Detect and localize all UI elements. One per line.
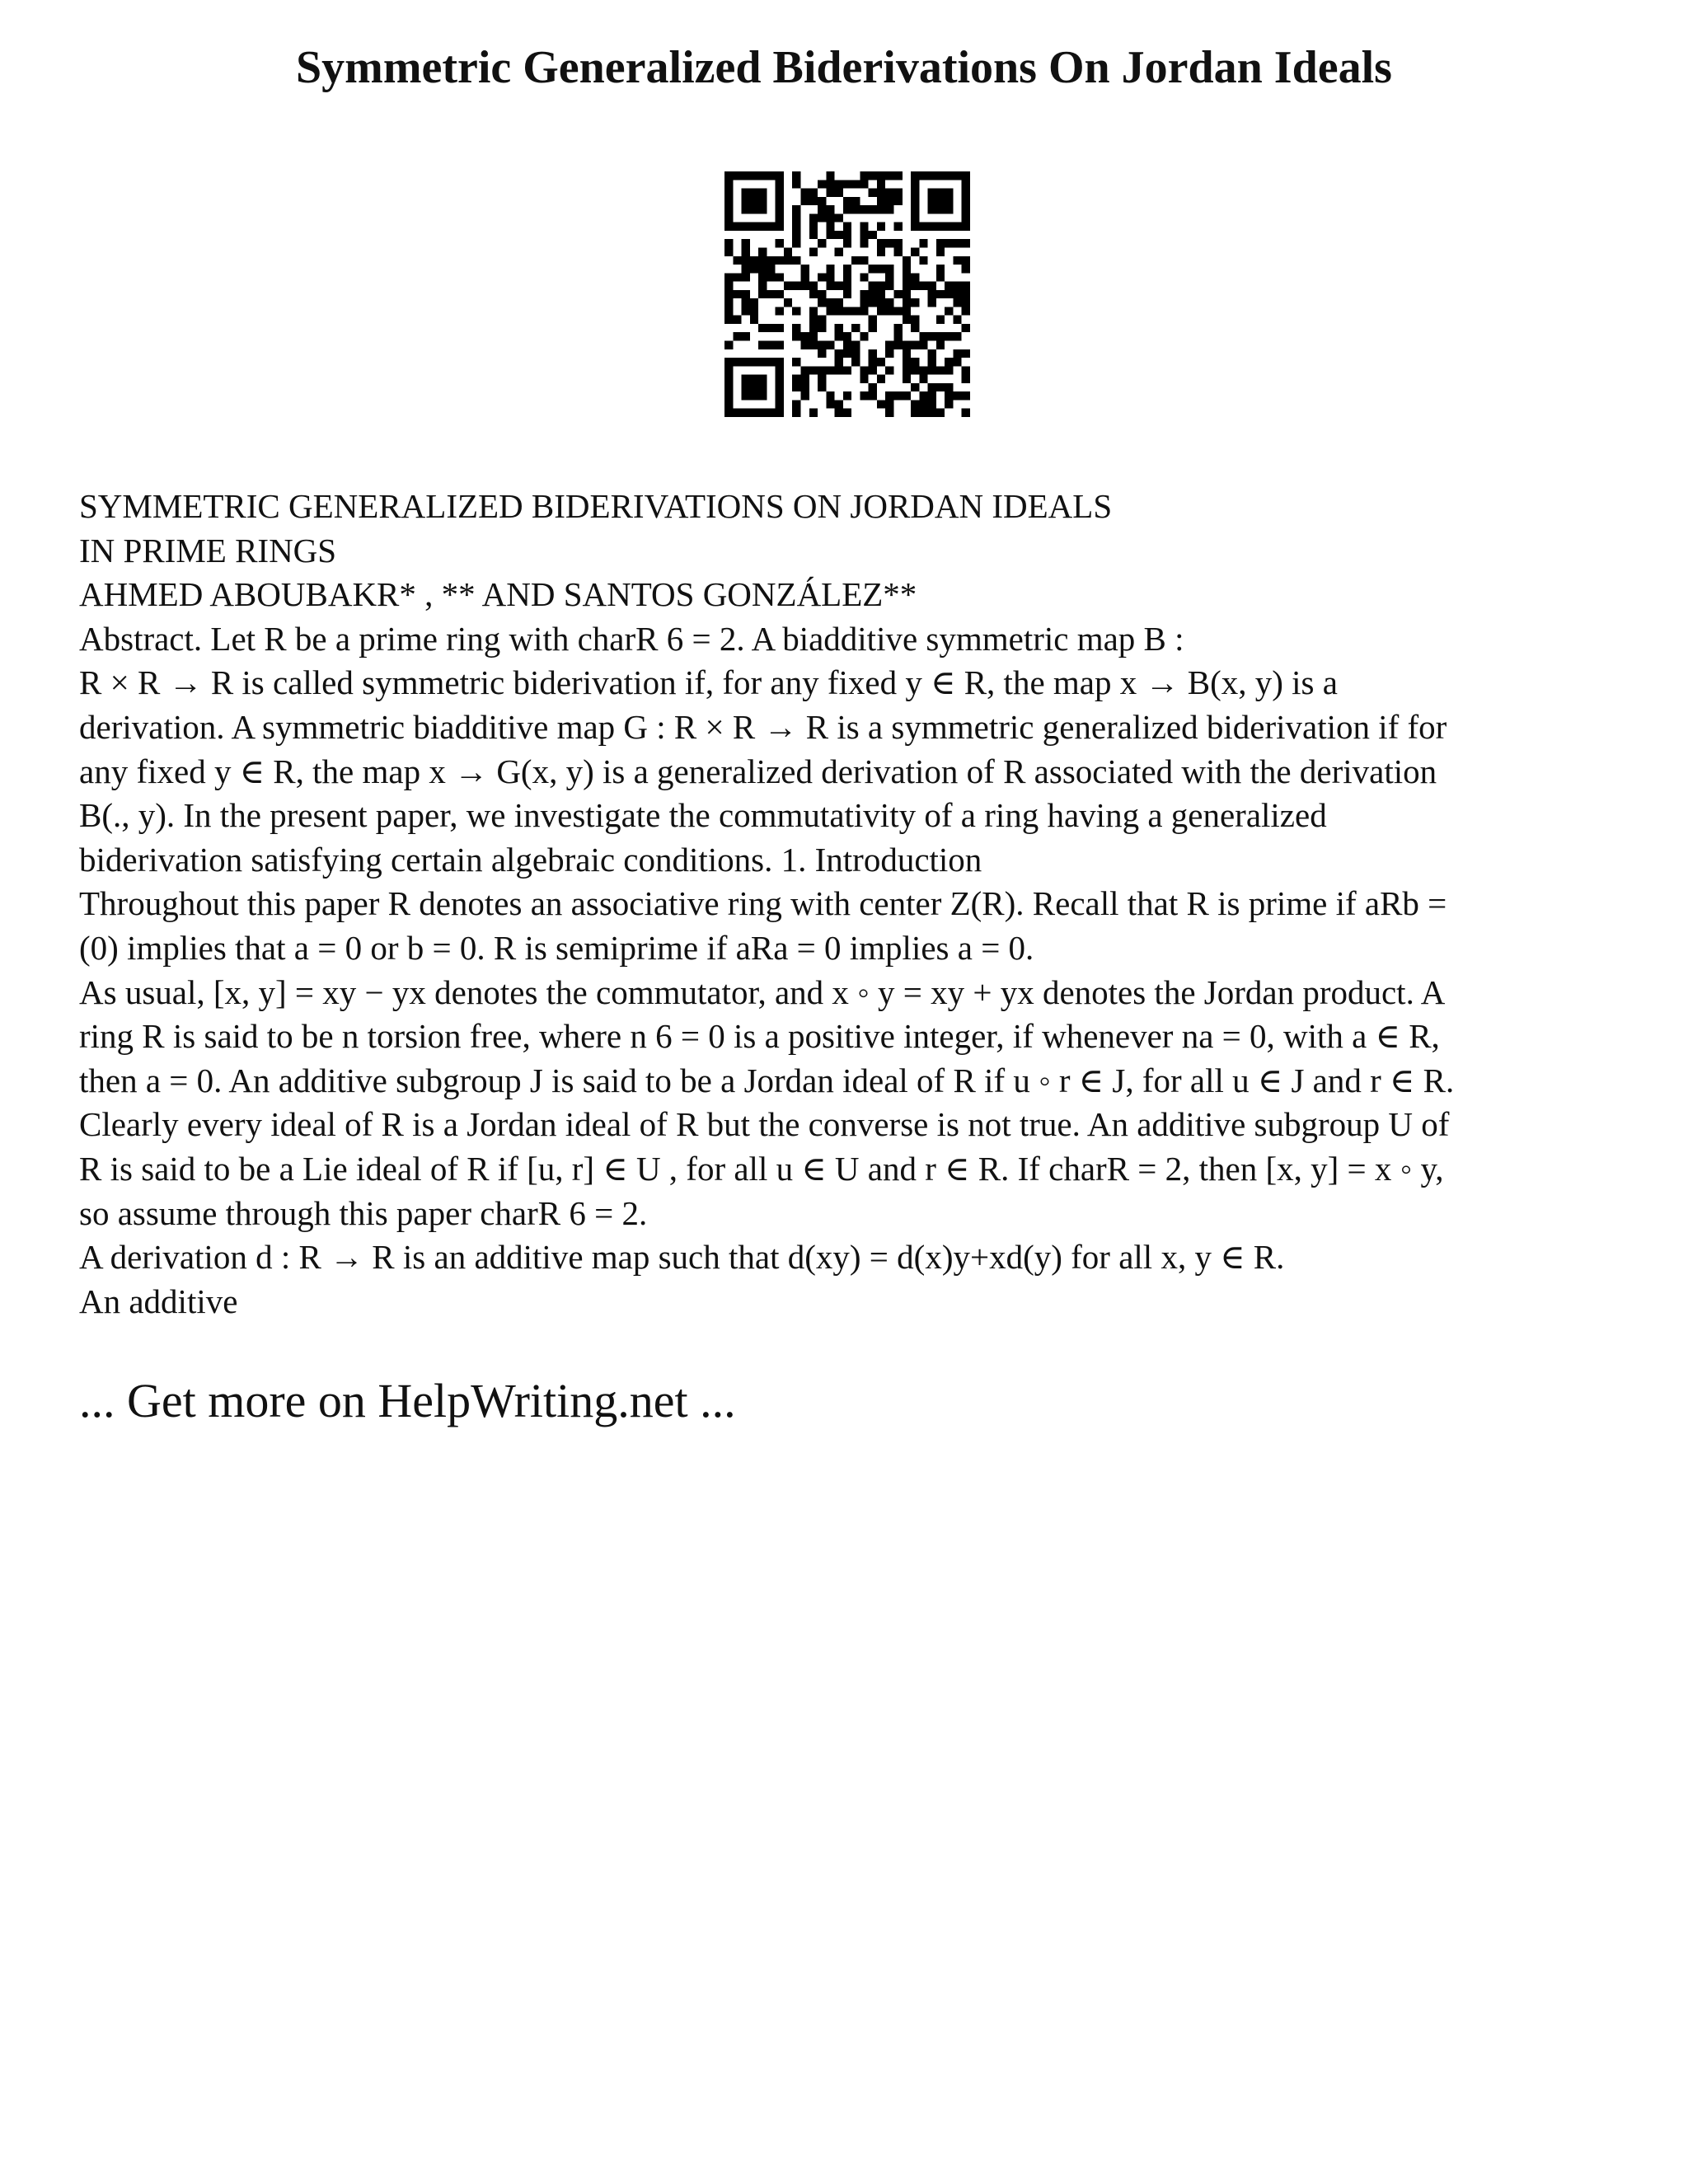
doc-heading-line-1: SYMMETRIC GENERALIZED BIDERIVATIONS ON JORDAN IDEALS xyxy=(79,487,1113,525)
abstract-line: B(., y). In the present paper, we investigate the commutativity of a ring having a generalized xyxy=(79,796,1327,835)
paragraph-line: so assume through this paper charR 6 = 2. xyxy=(79,1193,648,1232)
paragraph-line: (0) implies that a = 0 or b = 0. R is semiprime if aRa = 0 implies a = 0. xyxy=(79,928,1034,967)
abstract-line: Abstract. Let R be a prime ring with charR 6 = 2. A biadditive symmetric map B : xyxy=(79,619,1184,658)
abstract-line: derivation. A symmetric biadditive map G : R × R → R is a symmetric generalized biderivation if for xyxy=(79,707,1447,746)
abstract-line: R × R → R is called symmetric biderivation if, for any fixed y ∈ R, the map x → B(x, y) is a xyxy=(79,663,1338,702)
qr-code-icon xyxy=(724,171,970,417)
paragraph-line: R is said to be a Lie ideal of R if [u, r] ∈ U , for all u ∈ U and r ∈ R. If charR = 2, then [x, y] = x ◦ y, xyxy=(79,1149,1444,1188)
abstract-line: any fixed y ∈ R, the map x → G(x, y) is a generalized derivation of R associated with the derivation xyxy=(79,752,1437,790)
paragraph-line: Throughout this paper R denotes an associative ring with center Z(R). Recall that R is prime if aRb = xyxy=(79,884,1447,923)
doc-authors: AHMED ABOUBAKR* , ** AND SANTOS GONZÁLEZ** xyxy=(79,575,917,614)
paragraph-line: As usual, [x, y] = xy − yx denotes the commutator, and x ◦ y = xy + yx denotes the Jordan product. A xyxy=(79,972,1446,1011)
paragraph-line: Clearly every ideal of R is a Jordan ideal of R but the converse is not true. An additive subgroup U of xyxy=(79,1105,1450,1144)
get-more-link[interactable]: ... Get more on HelpWriting.net ... xyxy=(79,1374,736,1427)
doc-heading-line-2: IN PRIME RINGS xyxy=(79,531,337,569)
page-title: Symmetric Generalized Biderivations On Jordan Ideals xyxy=(296,42,1392,93)
abstract-line: biderivation satisfying certain algebraic conditions. 1. Introduction xyxy=(79,840,982,879)
paragraph-line: An additive xyxy=(79,1282,238,1320)
document-body xyxy=(79,485,1612,1324)
paragraph-line: ring R is said to be n torsion free, where n 6 = 0 is a positive integer, if whenever na = 0, with a ∈ R, xyxy=(79,1017,1440,1056)
paragraph-line: A derivation d : R → R is an additive map such that d(xy) = d(x)y+xd(y) for all x, y ∈ R. xyxy=(79,1238,1285,1277)
paragraph-line: then a = 0. An additive subgroup J is said to be a Jordan ideal of R if u ◦ r ∈ J, for all u ∈ J and r ∈ R. xyxy=(79,1061,1455,1099)
